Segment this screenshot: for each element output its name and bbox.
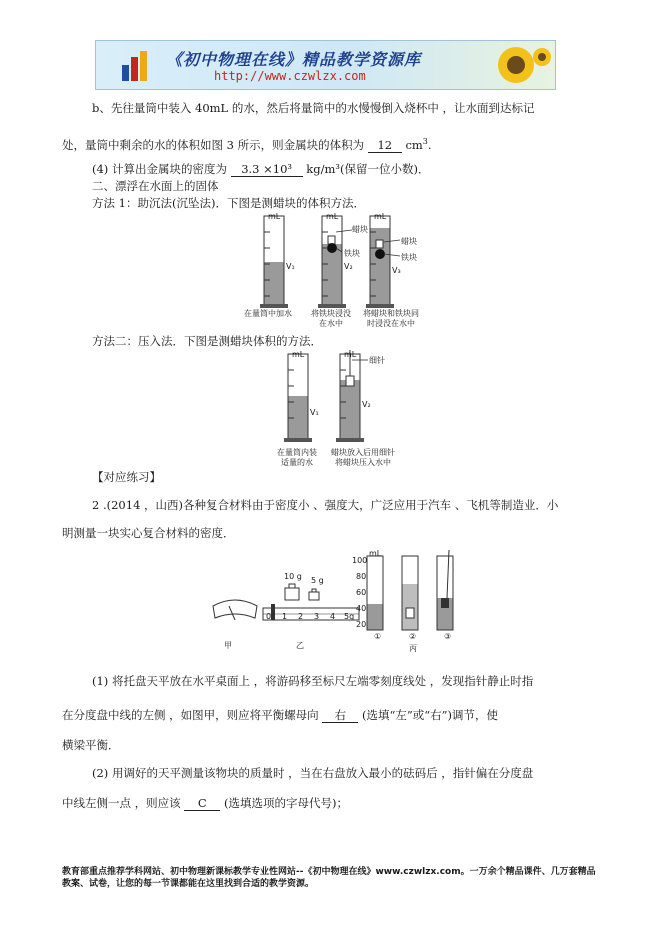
q2-1-line3: 横梁平衡． [62,738,120,752]
scale-5g: 5g [344,612,355,621]
q2-line2: 明测量一块实心复合材料的密度． [62,526,235,540]
fig2-caption-1 [272,448,322,467]
scale-2: 2 [298,612,304,621]
cyl-tick-100: 100 [352,556,368,565]
cyl-tick-20: 20 [356,620,367,629]
scale-4: 4 [330,612,336,621]
answer-volume: 12 [368,138,402,153]
answer-direction: 右 [322,708,358,723]
fig2-unit-1: mL [292,350,305,359]
fig1-unit-3: mL [374,212,387,221]
fig1-v2: V₂ [344,262,353,271]
fig1-v1: V₁ [286,262,295,271]
fig2-caption-1b: 适量的水 [281,457,313,467]
q2-line1: 2 .(2014 ，山西)各种复合材料由于密度小 、强度大，广泛应用于汽车 、飞机等制造业．小 [92,498,559,512]
q4-unit: kg/m³(保留一位小数)． [306,162,430,176]
fig1-unit-2: mL [326,212,339,221]
fig2-caption-2a: 蜡块放入后用细针 [331,448,395,457]
q2-1-text: 在分度盘中线的左侧 ，如图甲，则应将平衡螺母向 [62,708,319,722]
fig2-caption-2 [326,448,400,467]
figure-balance-cylinders [205,548,475,638]
fig1-caption-3a: 将蜡块和铁块同 [363,309,419,318]
fig1-iron-label-3: 铁块 [401,253,417,262]
weights [285,584,319,600]
cylinder-a [367,556,383,630]
figure-sinker-method [240,210,420,310]
cylinder-1 [260,216,288,308]
fig1-caption-2 [306,309,356,328]
fig1-wax-label-3: 蜡块 [401,237,417,246]
scale-3: 3 [314,612,320,621]
fig2-v1: V₁ [310,408,319,417]
q2-2-hint: (选填选项的字母代号)； [223,796,348,810]
fig1-caption-3b: 时浸没在水中 [367,318,415,328]
answer-density: 3.3 ×10³ [231,162,303,177]
label-circle-2: ② [409,632,417,641]
cylinder-c [437,550,453,630]
cyl-unit: mL [369,549,382,558]
fig1-caption-1: 在量筒中加水 [244,309,292,318]
q2-1-line1: (1) 将托盘天平放在水平桌面上 ，将游码移至标尺左端零刻度线处 ，发现指针静止时指 [92,674,534,688]
q2-2-line1: (2) 用调好的天平测量该物块的质量时 ，当在右盘放入最小的砝码后 ，指针偏在分度盘 [92,766,534,780]
weight-5g: 5 g [311,576,324,585]
fig2-needle: 细针 [369,356,385,365]
q4-line [92,162,429,177]
practice-heading: 【对应练习】 [92,470,161,484]
fig1-caption-3 [358,309,424,328]
q2-2-line2 [62,796,348,811]
cyl-tick-80: 80 [356,572,367,581]
unit-sup: 3 [422,137,428,146]
unit-cm: cm [405,137,423,152]
q2-1-line2 [62,708,498,723]
method2-text: 方法二：压入法．下图是测蜡块体积的方法． [92,334,322,348]
fig1-caption-2b: 在水中 [319,318,343,328]
q4-text: (4) 计算出金属块的密度为 [92,162,227,176]
header-banner [95,40,556,90]
fig2-v2: V₂ [362,400,371,409]
fig2-caption-1a: 在量筒内装 [277,448,317,457]
q2-2-text: 中线左侧一点 ，则应该 [62,796,181,810]
scale-0: 0 [266,612,272,621]
label-circle-1: ① [374,632,382,641]
header-title: 《初中物理在线》精品教学资源库 [166,50,422,69]
cyl-tick-60: 60 [356,588,367,597]
section-title: 二、漂浮在水面上的固体 [92,179,219,193]
scale-1: 1 [282,612,288,621]
sunflower-icon [488,43,552,87]
para-b-line2 [62,135,432,153]
caption-bing: 丙 [409,644,417,653]
dial-plate [213,600,257,620]
fig1-iron-label-2: 铁块 [344,249,360,258]
method1-text: 方法 1：助沉法(沉坠法)．下图是测蜡块的体积方法． [92,196,365,210]
cylinder-press-2 [336,350,364,442]
q2-1-hint: (选填“左”或“右”)调节，使 [361,708,498,722]
header-url: http://www.czwlzx.com [214,69,366,83]
fig2-caption-2b: 将蜡块压入水中 [335,457,391,467]
fig1-wax-label-2: 蜡块 [352,225,368,234]
cylinder-2 [318,216,346,308]
fig1-v3: V₃ [392,266,401,275]
caption-jia: 甲 [224,641,232,650]
cylinder-3 [366,216,394,308]
cylinder-press-1 [284,354,312,442]
cylinder-b [402,556,418,630]
fig1-caption-2a: 将铁块浸没 [311,309,351,318]
period: . [427,137,432,152]
para-b-line1: b、先往量筒中装入 40mL 的水，然后将量筒中的水慢慢倒入烧杯中 ，让水面到达标记 [92,101,535,115]
fig2-unit-2: mL [344,350,357,359]
caption-yi: 乙 [296,641,304,650]
answer-option: C [184,796,220,811]
label-circle-3: ③ [444,632,452,641]
cyl-tick-40: 40 [356,604,367,613]
weight-10g: 10 g [284,572,302,581]
fig1-unit-1: mL [268,212,281,221]
footer-text: 教育部重点推荐学科网站、初中物理新课标教学专业性网站--《初中物理在线》www.czwlzx.com。一万余个精品课件、几万套精品教案、试卷，让您的每一节课都能在这里找到合适的教学资源。 [62,867,596,889]
para-b-text: 处，量筒中剩余的水的体积如图 3 所示，则金属块的体积为 [62,137,365,152]
logo-icon [118,47,154,83]
